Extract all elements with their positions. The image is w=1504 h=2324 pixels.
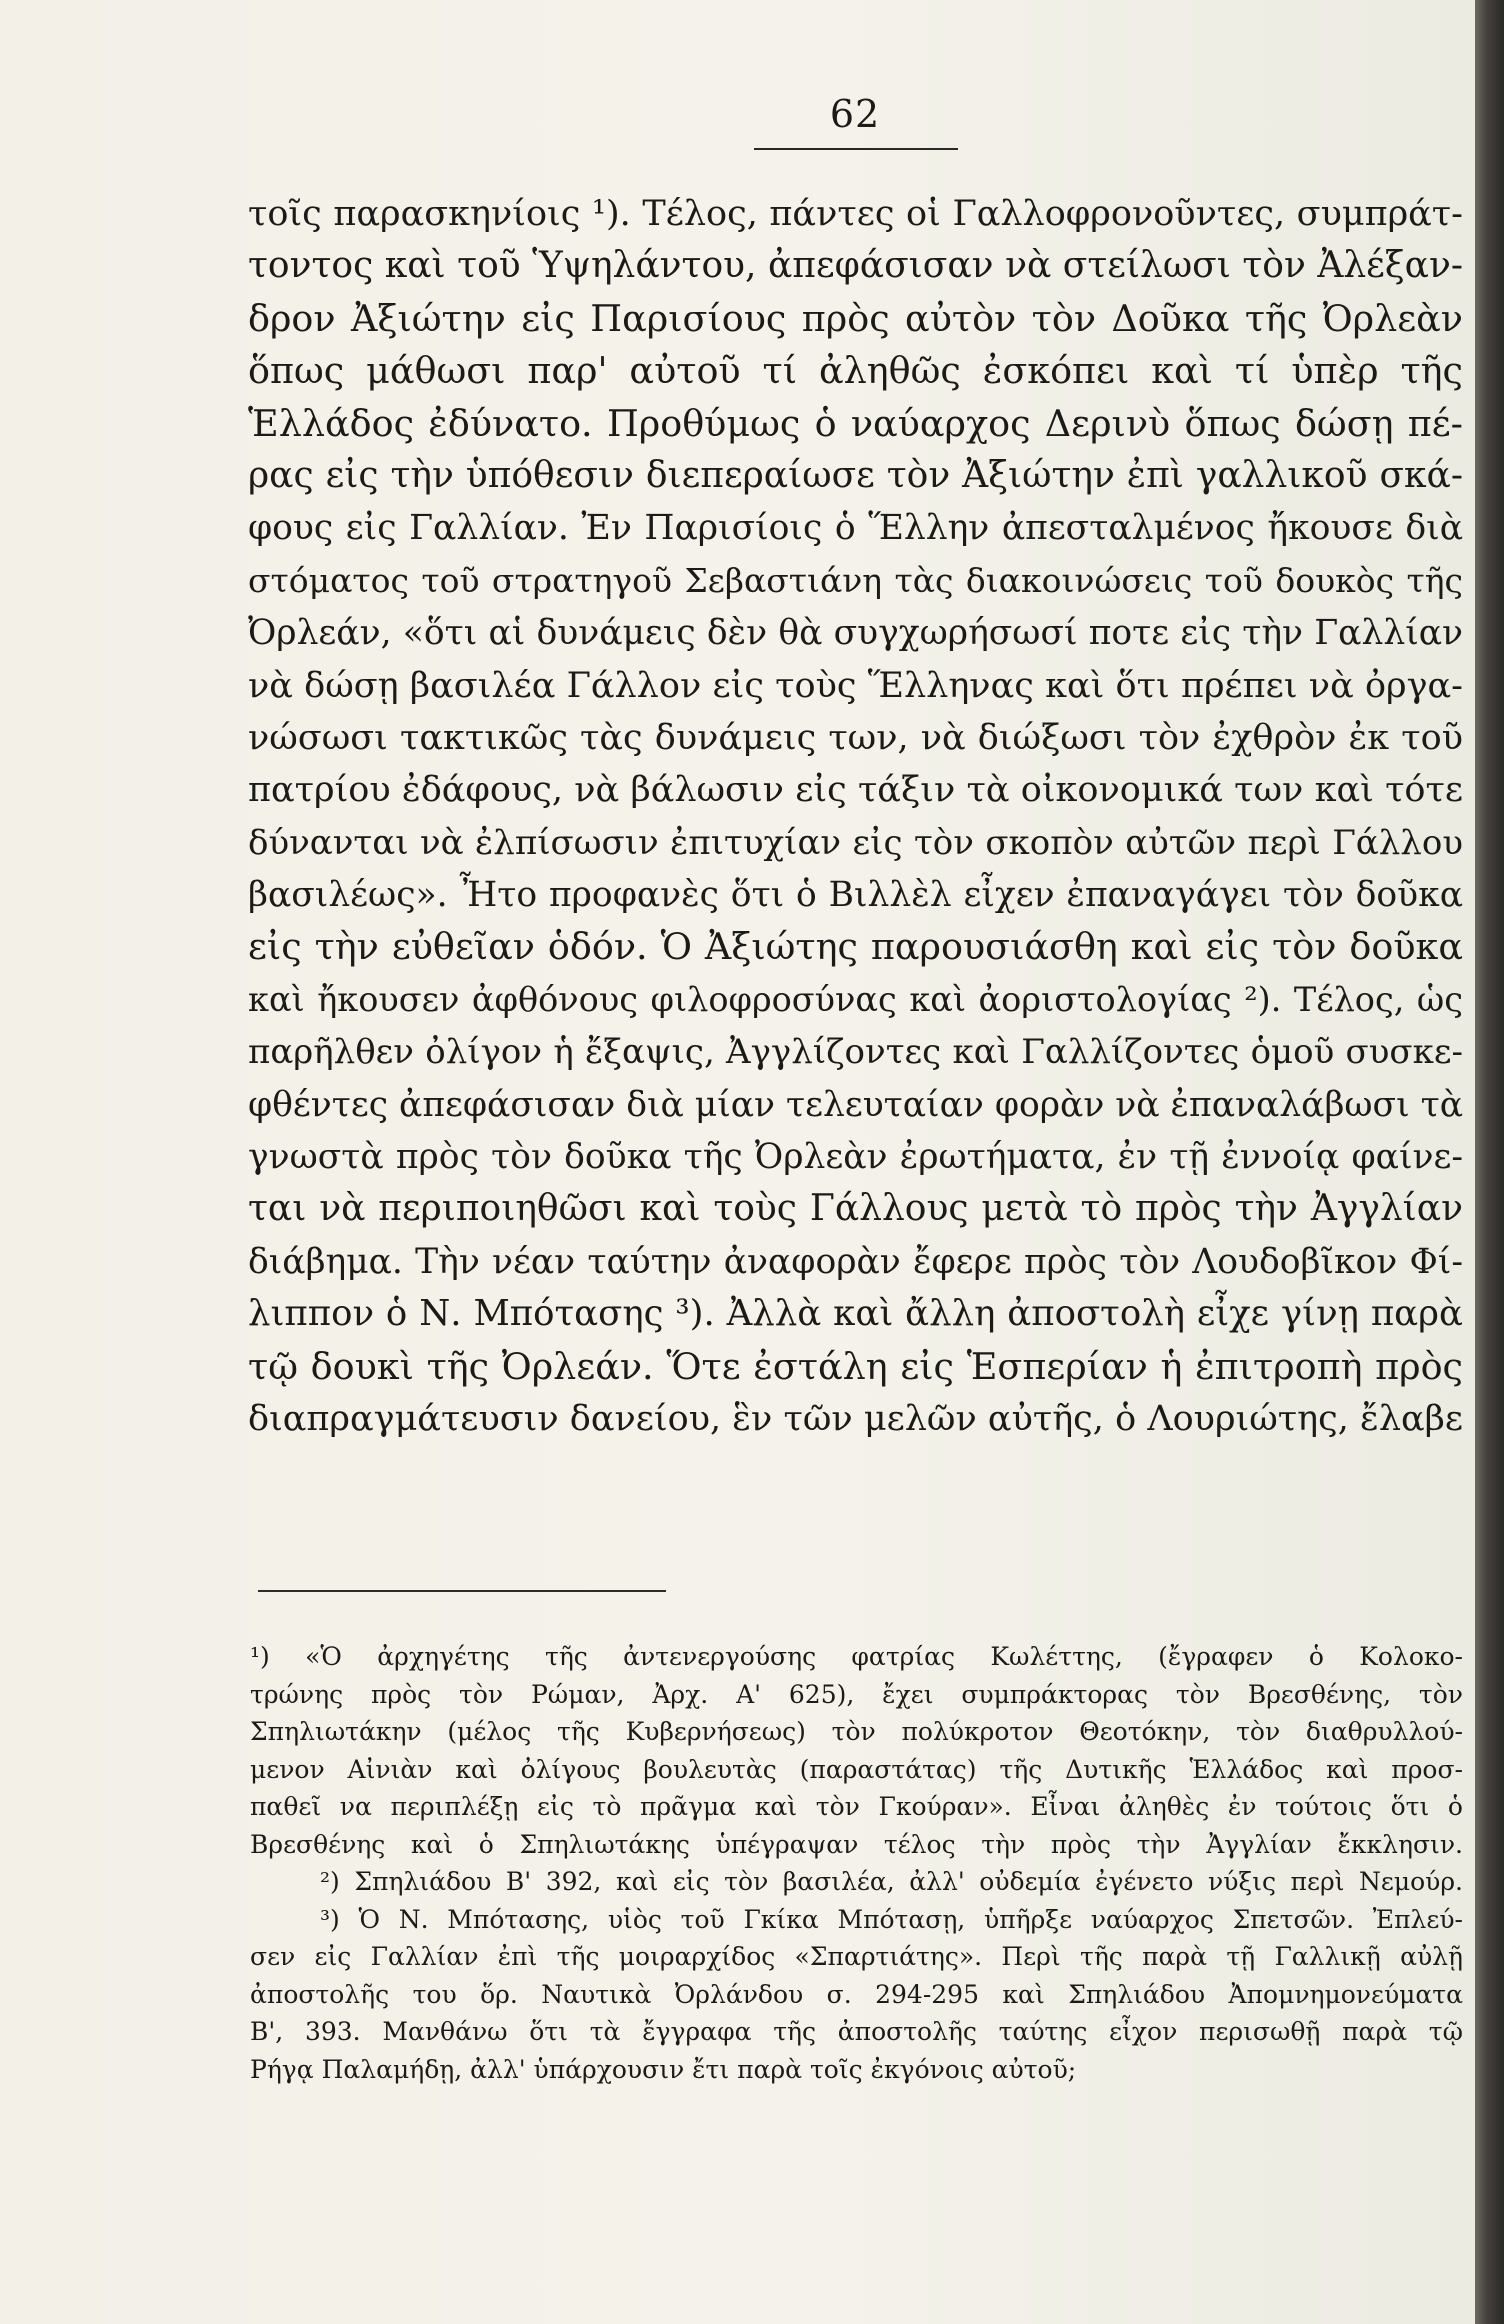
text-line: δύνανται νὰ ἐλπίσωσιν ἐπιτυχίαν εἰς τὸν σκοπὸν αὐτῶν περὶ Γάλλου <box>248 822 1463 863</box>
text-line: τῷ δουκὶ τῆς Ὀρλεάν. Ὅτε ἐστάλη εἰς Ἑσπερίαν ἡ ἐπιτροπὴ πρὸς <box>248 1344 1463 1388</box>
header-rule <box>754 148 958 150</box>
footnote-line: ²) Σπηλιάδου Β' 392, καὶ εἰς τὸν βασιλέα, ἀλλ' οὐδεμία ἐγένετο νύξις περὶ Νεμούρ. <box>320 1867 1463 1896</box>
text-line: καὶ ἤκουσεν ἀφθόνους φιλοφροσύνας καὶ ἀοριστολογίας ²). Τέλος, ὡς <box>248 979 1463 1019</box>
footnote-line: παθεῖ να περιπλέξῃ εἰς τὸ πρᾶγμα καὶ τὸν Γκούραν». Εἶναι ἀληθὲς ἐν τούτοις ὅτι ὁ <box>250 1792 1463 1821</box>
text-line: τοῖς παρασκηνίοις ¹). Τέλος, πάντες οἱ Γαλλοφρονοῦντες, συμπράτ- <box>248 194 1463 234</box>
footnote-line: ¹) «Ὁ ἀρχηγέτης τῆς ἀντενεργούσης φατρίας Κωλέττης, (ἔγραφεν ὁ Κολοκο- <box>250 1642 1463 1671</box>
text-line: πατρίου ἐδάφους, νὰ βάλωσιν εἰς τάξιν τὰ οἰκονομικά των καὶ τότε <box>248 770 1463 811</box>
text-line: δρον Ἀξιώτην εἰς Παρισίους πρὸς αὐτὸν τὸν Δοῦκα τῆς Ὀρλεὰν <box>248 296 1463 340</box>
text-line: γνωστὰ πρὸς τὸν δοῦκα τῆς Ὀρλεὰν ἐρωτήματα, ἐν τῇ ἐννοίᾳ φαίνε- <box>248 1137 1463 1178</box>
text-line: νὰ δώσῃ βασιλέα Γάλλον εἰς τοὺς Ἕλληνας καὶ ὅτι πρέπει νὰ ὀργα- <box>248 665 1463 706</box>
text-line: τοντος καὶ τοῦ Ὑψηλάντου, ἀπεφάσισαν νὰ στείλωσι τὸν Ἀλέξαν- <box>248 245 1463 287</box>
text-line: λιππον ὁ Ν. Μπότασης ³). Ἀλλὰ καὶ ἄλλη ἀποστολὴ εἶχε γίνῃ παρὰ <box>248 1293 1463 1335</box>
text-line: ρας εἰς τὴν ὑπόθεσιν διεπεραίωσε τὸν Ἀξιώτην ἐπὶ γαλλικοῦ σκά- <box>248 454 1463 496</box>
text-line: διάβημα. Τὴν νέαν ταύτην ἀναφορὰν ἔφερε πρὸς τὸν Λουδοβῖκον Φί- <box>248 1241 1463 1282</box>
footnote-line: Ρήγᾳ Παλαμήδῃ, ἀλλ' ὑπάρχουσιν ἔτι παρὰ τοῖς ἐκγόνοις αὐτοῦ; <box>250 2054 1077 2084</box>
text-line: βασιλέως». Ἦτο προφανὲς ὅτι ὁ Βιλλὲλ εἶχεν ἐπαναγάγει τὸν δοῦκα <box>248 875 1463 916</box>
text-line: στόματος τοῦ στρατηγοῦ Σεβαστιάνη τὰς διακοινώσεις τοῦ δουκὸς τῆς <box>248 560 1463 600</box>
footnote-line: ἀποστολῆς του ὅρ. Ναυτικὰ Ὀρλάνδου σ. 294-295 καὶ Σπηλιάδου Ἀπομνημονεύματα <box>250 1979 1463 2009</box>
text-line: ὅπως μάθωσι παρ' αὐτοῦ τί ἀληθῶς ἐσκόπει καὶ τί ὑπὲρ τῆς <box>248 349 1463 393</box>
text-line: Ὀρλεάν, «ὅτι αἱ δυνάμεις δὲν θὰ συγχωρήσωσί ποτε εἰς τὴν Γαλλίαν <box>248 613 1463 654</box>
text-line: παρῆλθεν ὀλίγον ἡ ἔξαψις, Ἀγγλίζοντες καὶ Γαλλίζοντες ὁμοῦ συσκε- <box>248 1032 1463 1073</box>
footnote-line: Βρεσθένης καὶ ὁ Σπηλιωτάκης ὑπέγραψαν τέλος τὴν πρὸς τὴν Ἀγγλίαν ἔκκλησιν. <box>250 1829 1463 1859</box>
footnote-separator-rule <box>258 1590 666 1592</box>
footnote-line: τρώνης πρὸς τὸν Ρώμαν, Ἀρχ. Α' 625), ἔχει συμπράκτορας τὸν Βρεσθένης, τὸν <box>250 1679 1463 1709</box>
footnotes <box>250 1638 1463 2088</box>
text-line: εἰς τὴν εὐθεῖαν ὁδόν. Ὁ Ἀξιώτης παρουσιάσθη καὶ εἰς τὸν δοῦκα <box>248 925 1463 969</box>
footnote-line: σεν εἰς Γαλλίαν ἐπὶ τῆς μοιραρχίδος «Σπαρτιάτης». Περὶ τῆς παρὰ τῇ Γαλλικῇ αὐλῇ <box>250 1942 1463 1971</box>
text-line: διαπραγμάτευσιν δανείου, ἓν τῶν μελῶν αὐτῆς, ὁ Λουριώτης, ἔλαβε <box>248 1398 1463 1439</box>
text-line: φους εἰς Γαλλίαν. Ἐν Παρισίοις ὁ Ἕλλην ἀπεσταλμένος ἤκουσε διὰ <box>248 508 1463 549</box>
footnote-line: ³) Ὁ Ν. Μπότασης, υἱὸς τοῦ Γκίκα Μπότασῃ, ὑπῆρξε ναύαρχος Σπετσῶν. Ἐπλεύ- <box>320 1904 1463 1934</box>
main-text <box>248 188 1463 1445</box>
footnote-line: μενον Αἰνιὰν καὶ ὀλίγους βουλευτὰς (παραστάτας) τῆς Δυτικῆς Ἑλλάδος καὶ προσ- <box>250 1754 1463 1784</box>
text-line: φθέντες ἀπεφάσισαν διὰ μίαν τελευταίαν φορὰν νὰ ἐπαναλάβωσι τὰ <box>248 1084 1463 1125</box>
page-number: 62 <box>829 92 881 136</box>
text-line: Ἑλλάδος ἐδύνατο. Προθύμως ὁ ναύαρχος Δερινὺ ὅπως δώσῃ πέ- <box>248 401 1463 445</box>
text-line: ται νὰ περιποιηθῶσι καὶ τοὺς Γάλλους μετὰ τὸ πρὸς τὴν Ἀγγλίαν <box>248 1188 1463 1230</box>
footnote-line: Β', 393. Μανθάνω ὅτι τὰ ἔγγραφα τῆς ἀποστολῆς ταύτης εἶχον περισωθῇ παρὰ τῷ <box>250 2017 1463 2046</box>
footnote-line: Σπηλιωτάκην (μέλος τῆς Κυβερνήσεως) τὸν πολύκροτον Θεοτόκην, τὸν διαθρυλλού- <box>250 1717 1463 1746</box>
text-line: νώσωσι τακτικῶς τὰς δυνάμεις των, νὰ διώξωσι τὸν ἐχθρὸν ἐκ τοῦ <box>248 717 1463 758</box>
book-binding-edge <box>1475 0 1504 2324</box>
